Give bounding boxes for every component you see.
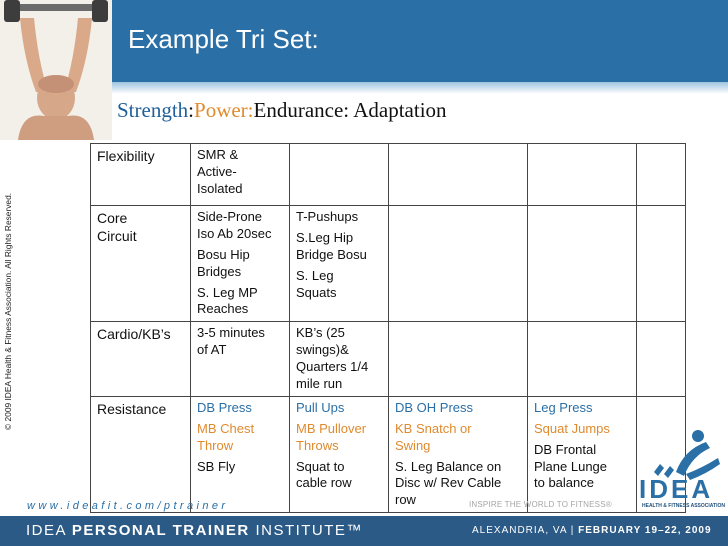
slide-subtitle [117, 98, 447, 123]
table-cell [637, 206, 686, 322]
table-cell [528, 206, 637, 322]
row-label-core-circuit: Core Circuit [91, 206, 191, 322]
table-cell: Side-Prone Iso Ab 20sec Bosu Hip Bridges S. Leg MP Reaches [191, 206, 290, 322]
table-cell: KB’s (25 swings)& Quarters 1/4 mile run [290, 322, 389, 397]
table-cell [389, 206, 528, 322]
table-cell: DB Press MB Chest Throw SB Fly [191, 396, 290, 512]
table-cell: Leg Press Squat Jumps DB Frontal Plane Lunge to balance [528, 396, 637, 512]
table-cell [389, 322, 528, 397]
subtitle-colon: : [188, 98, 195, 122]
trainer-photo [0, 0, 112, 140]
table-row [91, 206, 686, 322]
slide-title: Example Tri Set: [128, 24, 319, 54]
row-label-cardio-kbs: Cardio/KB’s [91, 322, 191, 397]
idea-logo-subtitle: HEALTH & FITNESS ASSOCIATION [642, 503, 725, 509]
website-url[interactable]: www.ideafit.com/ptrainer [27, 500, 229, 512]
table-row [91, 396, 686, 512]
table-row [91, 322, 686, 397]
event-location-date: ALEXANDRIA, VA | FEBRUARY 19–22, 2009 [472, 525, 712, 536]
table-cell: DB OH Press KB Snatch or Swing S. Leg Balance on Disc w/ Rev Cable row [389, 396, 528, 512]
copyright-notice: © 2009 IDEA Health & Fitness Association. All Rights Reserved. [3, 192, 13, 430]
subtitle-power: Power: [194, 98, 254, 122]
row-label-flexibility: Flexibility [91, 144, 191, 206]
row-label-resistance: Resistance [91, 396, 191, 512]
table-cell [290, 144, 389, 206]
table-cell: Pull Ups MB Pullover Throws Squat to cable row [290, 396, 389, 512]
table-cell: SMR & Active- Isolated [191, 144, 290, 206]
idea-logo-word: IDEA [639, 474, 714, 504]
event-name: IDEA PERSONAL TRAINER INSTITUTE™ [26, 522, 363, 539]
table-cell [528, 322, 637, 397]
table-cell [528, 144, 637, 206]
table-cell [637, 322, 686, 397]
table-cell: T-Pushups S.Leg Hip Bridge Bosu S. Leg Squats [290, 206, 389, 322]
table-cell: 3-5 minutes of AT [191, 322, 290, 397]
tagline: INSPIRE THE WORLD TO FITNESS® [469, 500, 612, 509]
tri-set-table [90, 143, 686, 513]
table-row [91, 144, 686, 206]
table-cell [637, 144, 686, 206]
table-cell [389, 144, 528, 206]
subtitle-strength: Strength [117, 98, 189, 122]
subtitle-rest: Endurance: Adaptation [253, 98, 447, 122]
